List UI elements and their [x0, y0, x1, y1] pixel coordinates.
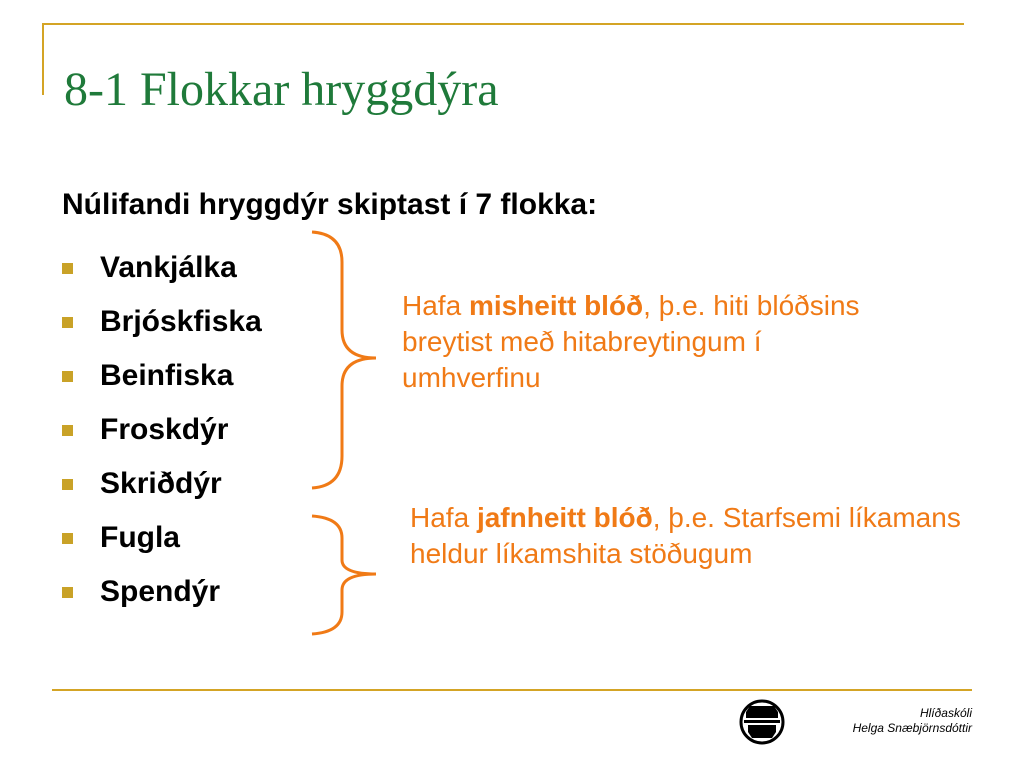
list-item-label: Spendýr [100, 575, 221, 608]
intro-text: Núlifandi hryggdýr skiptast í 7 flokka: [62, 188, 598, 221]
curly-brace-icon [312, 232, 376, 488]
footer-author: Helga Snæbjörnsdóttir [852, 721, 972, 735]
list-item-label: Fugla [100, 521, 180, 554]
note-prefix: Hafa [402, 290, 469, 321]
footer-school: Hlíðaskóli [919, 706, 972, 720]
list-item-label: Froskdýr [100, 413, 229, 446]
note-emphasis: jafnheitt blóð [476, 502, 653, 533]
list-item-label: Vankjálka [100, 251, 237, 284]
slide-title: 8-1 Flokkar hryggdýra [64, 63, 499, 116]
list-item-label: Beinfiska [100, 359, 234, 392]
note-emphasis: misheitt blóð [468, 290, 644, 321]
warm-blooded-note [410, 500, 980, 572]
cold-blooded-note [402, 288, 862, 396]
curly-brace-icon [312, 516, 376, 634]
footer-credit [853, 706, 972, 736]
school-logo-icon [738, 698, 786, 746]
note-suffix: , þ.e. Starfsemi líkamans heldur líkamshita stöðugum [410, 502, 961, 569]
list-item-label: Brjóskfiska [100, 305, 262, 338]
note-suffix: , þ.e. hiti blóðsins breytist með hitabreytingum í umhverfinu [402, 290, 860, 393]
note-prefix: Hafa [410, 502, 477, 533]
list-item-label: Skriðdýr [100, 467, 222, 500]
